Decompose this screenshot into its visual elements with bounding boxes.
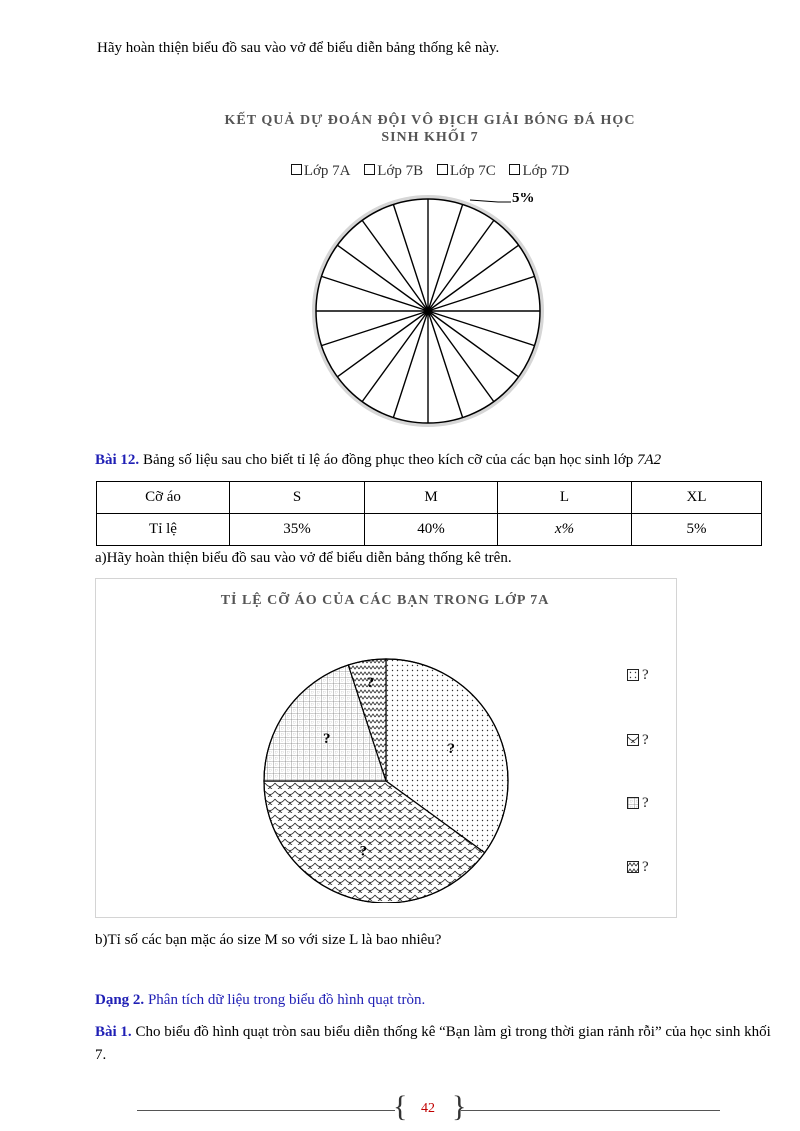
bai12-class: 7A2 xyxy=(637,452,662,468)
table-cell: S xyxy=(230,482,365,514)
legend-item-7c xyxy=(437,163,496,179)
bai1-body: Cho biểu đồ hình quạt tròn sau biểu diễn thống kê “Bạn làm gì trong thời gian rảnh rỗi” của học sinh khối 7. xyxy=(95,1024,771,1063)
chart1-pie xyxy=(310,193,560,433)
chart2-legend-item xyxy=(627,859,649,876)
legend-label: Lớp 7B xyxy=(377,163,424,179)
table-cell: XL xyxy=(632,482,762,514)
dang2-label: Dạng 2. xyxy=(95,992,145,1008)
chart2-title: TỈ LỆ CỠ ÁO CỦA CÁC BẠN TRONG LỚP 7A xyxy=(220,593,550,608)
pie2-slice-label: ? xyxy=(366,675,375,692)
size-table xyxy=(96,481,762,546)
table-cell: 35% xyxy=(230,514,365,546)
table-row xyxy=(97,482,762,514)
legend-swatch xyxy=(509,164,520,175)
question-b: b)Tỉ số các bạn mặc áo size M so với size L là bao nhiêu? xyxy=(95,932,442,948)
chart1-title-line1: KẾT QUẢ DỰ ĐOÁN ĐỘI VÔ ĐỊCH GIẢI BÓNG ĐÁ HỌC xyxy=(224,113,636,128)
legend-item-7b xyxy=(364,163,423,179)
legend-swatch-dots xyxy=(627,669,639,681)
footer-brace-right: } xyxy=(452,1090,467,1123)
intro-text: Hãy hoàn thiện biểu đồ sau vào vở để biểu diễn bảng thống kê này. xyxy=(97,40,500,56)
bai1-label: Bài 1. xyxy=(95,1024,132,1040)
bai12-text xyxy=(95,452,661,469)
pie2-slice-label: ? xyxy=(359,843,368,860)
legend-swatch xyxy=(437,164,448,175)
dang2-heading xyxy=(95,992,425,1009)
legend-swatch-scallop xyxy=(627,734,639,746)
legend-label: ? xyxy=(642,859,649,875)
legend-swatch xyxy=(364,164,375,175)
legend-item-7a xyxy=(291,163,351,179)
bai12-label: Bài 12. xyxy=(95,452,140,468)
legend-label: Lớp 7D xyxy=(522,163,570,179)
table-cell: 5% xyxy=(632,514,762,546)
table-row xyxy=(97,514,762,546)
footer-line-left xyxy=(137,1110,395,1111)
legend-item-7d xyxy=(509,163,569,179)
legend-label: ? xyxy=(642,795,649,811)
table-cell: Cỡ áo xyxy=(97,482,230,514)
table-cell: 40% xyxy=(365,514,498,546)
chart1-legend xyxy=(0,163,800,180)
table-cell: L xyxy=(498,482,632,514)
table-cell: x% xyxy=(498,514,632,546)
legend-swatch-zigzag xyxy=(627,861,639,873)
chart1-title-line2: SINH KHỐI 7 xyxy=(381,130,479,145)
callout-label: 5% xyxy=(512,193,535,206)
page-number: 42 xyxy=(421,1101,435,1116)
chart2-pie xyxy=(255,653,515,903)
legend-label: Lớp 7C xyxy=(449,163,496,179)
legend-label: ? xyxy=(642,667,649,683)
legend-swatch xyxy=(291,164,302,175)
legend-swatch-grid xyxy=(627,797,639,809)
chart2-legend-item xyxy=(627,732,649,749)
pie2-slice-label: ? xyxy=(323,730,331,747)
table-cell: Tỉ lệ xyxy=(97,514,230,546)
bai1-text xyxy=(95,1021,775,1067)
callout-leader-line xyxy=(470,200,511,202)
chart2-legend-item xyxy=(627,667,649,684)
footer-brace-left: { xyxy=(393,1090,408,1123)
legend-label: Lớp 7A xyxy=(303,163,351,179)
pie2-slices xyxy=(264,659,508,903)
footer-line-right xyxy=(461,1110,720,1111)
question-a: a)Hãy hoàn thiện biểu đồ sau vào vở để biểu diễn bảng thống kê trên. xyxy=(95,550,512,566)
table-cell: M xyxy=(365,482,498,514)
chart2-legend-item xyxy=(627,795,649,812)
dang2-text: Phân tích dữ liệu trong biểu đồ hình quạt tròn. xyxy=(144,992,426,1008)
legend-label: ? xyxy=(642,732,649,748)
pie2-slice-label: ? xyxy=(447,740,455,757)
chart1-title xyxy=(160,112,700,146)
bai12-body: Bảng số liệu sau cho biết tỉ lệ áo đồng phục theo kích cỡ của các bạn học sinh lớp xyxy=(139,452,637,468)
